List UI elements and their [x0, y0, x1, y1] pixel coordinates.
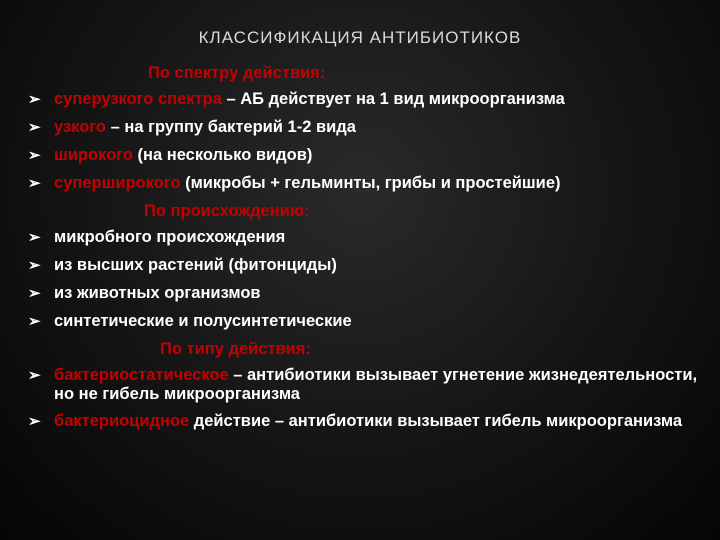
term-description: (микробы + гельминты, грибы и простейшие) [180, 173, 561, 192]
arrow-bullet-icon: ➢ [28, 256, 41, 274]
list-item-text: синтетические и полусинтетические [54, 311, 352, 330]
list-item [28, 118, 708, 137]
arrow-bullet-icon: ➢ [28, 312, 41, 330]
arrow-bullet-icon: ➢ [28, 284, 41, 302]
list-item [28, 284, 708, 303]
term-highlight: широкого [54, 145, 133, 164]
list-item [28, 256, 708, 275]
list-item [28, 312, 708, 331]
term-description: – на группу бактерий 1-2 вида [106, 117, 356, 136]
slide-content [28, 64, 708, 439]
term-highlight: суперузкого спектра [54, 89, 222, 108]
list-item [28, 228, 708, 247]
list-item [28, 146, 708, 165]
list-item [28, 90, 708, 109]
slide-title: КЛАССИФИКАЦИЯ АНТИБИОТИКОВ [198, 28, 522, 47]
list-item [28, 366, 708, 404]
term-highlight: бактериоцидное [54, 411, 190, 430]
term-description: – антибиотики вызывает угнетение жизнедеятельности, но не гибель микроорганизма [54, 365, 698, 403]
arrow-bullet-icon: ➢ [28, 146, 41, 164]
list-item-text: из животных организмов [54, 283, 261, 302]
arrow-bullet-icon: ➢ [28, 118, 41, 136]
arrow-bullet-icon: ➢ [28, 228, 41, 246]
section-heading-spectrum: По спектру действия: [148, 64, 326, 82]
arrow-bullet-icon: ➢ [28, 366, 41, 384]
term-description: – АБ действует на 1 вид микроорганизма [221, 89, 565, 108]
term-description: действие – антибиотики вызывает гибель микроорганизма [189, 411, 683, 430]
term-description: (на несколько видов) [132, 145, 313, 164]
list-item-text: из высших растений (фитонциды) [54, 255, 337, 274]
arrow-bullet-icon: ➢ [28, 412, 41, 430]
term-highlight: суперширокого [54, 173, 181, 192]
section-heading-origin: По происхождению: [144, 201, 310, 220]
arrow-bullet-icon: ➢ [28, 90, 41, 108]
list-item [28, 412, 708, 431]
list-item [28, 174, 708, 193]
section-heading-action-type: По типу действия: [160, 339, 311, 358]
arrow-bullet-icon: ➢ [28, 174, 41, 192]
list-item-text: микробного происхождения [54, 227, 286, 246]
term-highlight: бактериостатическое [54, 365, 229, 384]
term-highlight: узкого [54, 117, 107, 136]
